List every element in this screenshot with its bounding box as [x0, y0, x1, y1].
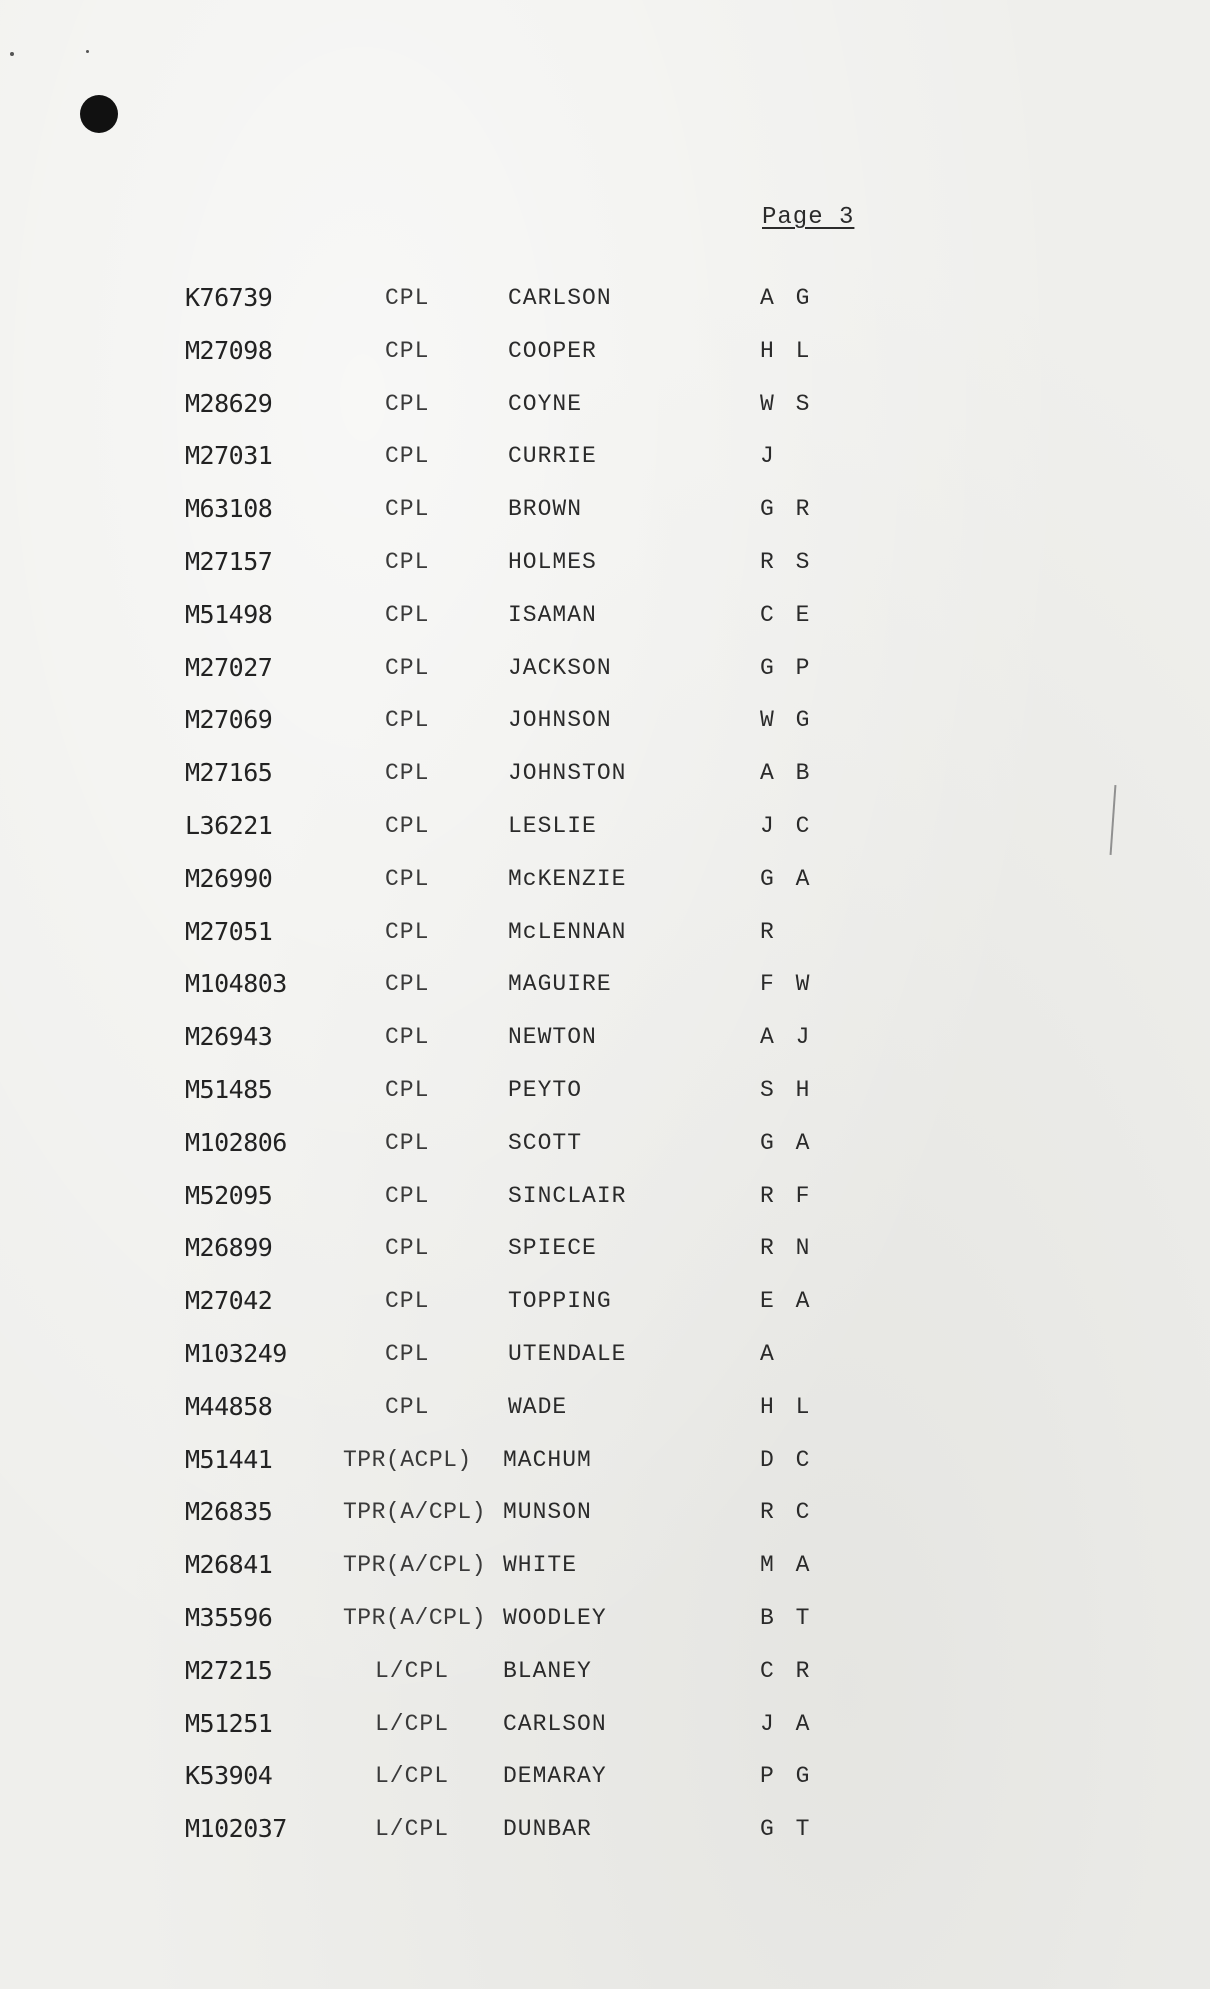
- roster-row: [185, 912, 885, 965]
- surname: JOHNSON: [508, 707, 612, 734]
- initials: W G: [760, 707, 814, 734]
- rank: CPL: [385, 1182, 430, 1209]
- rank: CPL: [385, 1288, 430, 1315]
- initials: G P: [760, 654, 814, 681]
- rank: CPL: [385, 390, 430, 417]
- surname: DUNBAR: [503, 1816, 592, 1843]
- service-number: M27157: [185, 546, 273, 576]
- surname: LESLIE: [508, 812, 597, 839]
- roster-row: [185, 1809, 885, 1862]
- surname: BROWN: [508, 496, 583, 523]
- roster-row: [185, 648, 885, 701]
- surname: UTENDALE: [508, 1340, 627, 1367]
- surname: McKENZIE: [508, 865, 627, 892]
- service-number: M51498: [185, 599, 273, 629]
- initials: G T: [760, 1816, 814, 1843]
- service-number: M104803: [185, 969, 287, 999]
- surname: CURRIE: [508, 443, 597, 470]
- roster-row: [185, 331, 885, 384]
- roster-row: [185, 1334, 885, 1387]
- service-number: M26943: [185, 1022, 273, 1052]
- rank: L/CPL: [375, 1816, 450, 1843]
- initials: R S: [760, 548, 814, 575]
- rank: CPL: [385, 654, 430, 681]
- rank: L/CPL: [375, 1710, 450, 1737]
- rank: CPL: [385, 443, 430, 470]
- initials: R N: [760, 1235, 814, 1262]
- rank: CPL: [385, 971, 430, 998]
- service-number: M27098: [185, 335, 273, 365]
- rank: CPL: [385, 707, 430, 734]
- roster-row: [185, 1387, 885, 1440]
- initials: E A: [760, 1288, 814, 1315]
- surname: SCOTT: [508, 1129, 583, 1156]
- rank: CPL: [385, 548, 430, 575]
- initials: C R: [760, 1657, 814, 1684]
- service-number: M27051: [185, 916, 273, 946]
- service-number: M27031: [185, 441, 273, 471]
- rank: CPL: [385, 285, 430, 311]
- initials: C E: [760, 601, 814, 628]
- roster-row: [185, 1228, 885, 1281]
- surname: DEMARAY: [503, 1763, 607, 1790]
- service-number: M102037: [185, 1814, 287, 1844]
- service-number: M27069: [185, 705, 273, 735]
- service-number: M26841: [185, 1550, 273, 1580]
- personnel-roster: [185, 278, 885, 1862]
- service-number: M51485: [185, 1074, 273, 1104]
- initials: R: [760, 918, 778, 945]
- service-number: M26835: [185, 1497, 273, 1527]
- initials: H L: [760, 337, 814, 364]
- roster-row: [185, 1070, 885, 1123]
- roster-row: [185, 1440, 885, 1493]
- roster-row: [185, 1704, 885, 1757]
- surname: PEYTO: [508, 1076, 583, 1103]
- rank: CPL: [385, 1393, 430, 1420]
- service-number: M27027: [185, 652, 273, 682]
- rank: CPL: [385, 760, 430, 787]
- roster-row: [185, 436, 885, 489]
- initials: J A: [760, 1710, 814, 1737]
- initials: A B: [760, 760, 814, 787]
- surname: HOLMES: [508, 548, 597, 575]
- rank: CPL: [385, 1129, 430, 1156]
- surname: TOPPING: [508, 1288, 612, 1315]
- service-number: M35596: [185, 1602, 273, 1632]
- service-number: M26899: [185, 1233, 273, 1263]
- initials: F W: [760, 971, 814, 998]
- rank: CPL: [385, 918, 430, 945]
- rank: TPR(A/CPL): [343, 1499, 487, 1526]
- service-number: M51251: [185, 1708, 273, 1738]
- service-number: K76739: [185, 283, 273, 312]
- rank: TPR(A/CPL): [343, 1552, 487, 1579]
- service-number: K53904: [185, 1761, 273, 1791]
- surname: COOPER: [508, 337, 597, 364]
- roster-row: [185, 1756, 885, 1809]
- roster-row: [185, 700, 885, 753]
- initials: G A: [760, 865, 814, 892]
- service-number: M27165: [185, 758, 273, 788]
- surname: CARLSON: [503, 1710, 607, 1737]
- service-number: M28629: [185, 388, 273, 418]
- surname: MAGUIRE: [508, 971, 612, 998]
- initials: M A: [760, 1552, 814, 1579]
- pencil-margin-mark: [1110, 785, 1117, 855]
- roster-row: [185, 595, 885, 648]
- paper-speck: [10, 52, 14, 56]
- service-number: M44858: [185, 1391, 273, 1421]
- roster-row: [185, 489, 885, 542]
- service-number: M51441: [185, 1444, 273, 1474]
- rank: CPL: [385, 865, 430, 892]
- surname: CARLSON: [508, 285, 612, 311]
- roster-row: [185, 1492, 885, 1545]
- initials: R C: [760, 1499, 814, 1526]
- surname: McLENNAN: [508, 918, 627, 945]
- initials: J C: [760, 812, 814, 839]
- surname: COYNE: [508, 390, 583, 417]
- service-number: M63108: [185, 494, 273, 524]
- roster-row: [185, 964, 885, 1017]
- initials: A G: [760, 285, 814, 311]
- rank: L/CPL: [375, 1763, 450, 1790]
- surname: WHITE: [503, 1552, 578, 1579]
- rank: CPL: [385, 1340, 430, 1367]
- surname: WOODLEY: [503, 1604, 607, 1631]
- service-number: M27215: [185, 1655, 273, 1685]
- service-number: L36221: [185, 810, 273, 840]
- initials: P G: [760, 1763, 814, 1790]
- roster-row: [185, 278, 885, 331]
- page-number: Page 3: [762, 204, 855, 231]
- service-number: M26990: [185, 863, 273, 893]
- service-number: M103249: [185, 1338, 287, 1368]
- punch-hole: [80, 95, 118, 133]
- rank: TPR(A/CPL): [343, 1604, 487, 1631]
- initials: S H: [760, 1076, 814, 1103]
- roster-row: [185, 1651, 885, 1704]
- surname: ISAMAN: [508, 601, 597, 628]
- rank: L/CPL: [375, 1657, 450, 1684]
- service-number: M27042: [185, 1286, 273, 1316]
- roster-row: [185, 384, 885, 437]
- initials: D C: [760, 1446, 814, 1473]
- initials: G A: [760, 1129, 814, 1156]
- roster-row: [185, 1598, 885, 1651]
- roster-row: [185, 1281, 885, 1334]
- service-number: M52095: [185, 1180, 273, 1210]
- roster-row: [185, 1545, 885, 1598]
- rank: CPL: [385, 496, 430, 523]
- initials: A J: [760, 1024, 814, 1051]
- rank: CPL: [385, 1076, 430, 1103]
- initials: J: [760, 443, 778, 470]
- roster-row: [185, 542, 885, 595]
- surname: JACKSON: [508, 654, 612, 681]
- initials: H L: [760, 1393, 814, 1420]
- surname: JOHNSTON: [508, 760, 627, 787]
- initials: R F: [760, 1182, 814, 1209]
- surname: MUNSON: [503, 1499, 592, 1526]
- rank: CPL: [385, 1235, 430, 1262]
- surname: NEWTON: [508, 1024, 597, 1051]
- rank: CPL: [385, 812, 430, 839]
- surname: SPIECE: [508, 1235, 597, 1262]
- rank: TPR(ACPL): [343, 1446, 472, 1473]
- service-number: M102806: [185, 1127, 287, 1157]
- surname: WADE: [508, 1393, 568, 1420]
- paper-speck: [86, 50, 89, 53]
- initials: B T: [760, 1604, 814, 1631]
- roster-row: [185, 859, 885, 912]
- roster-row: [185, 1123, 885, 1176]
- initials: A: [760, 1340, 778, 1367]
- initials: W S: [760, 390, 814, 417]
- surname: MACHUM: [503, 1446, 592, 1473]
- rank: CPL: [385, 1024, 430, 1051]
- roster-row: [185, 753, 885, 806]
- surname: SINCLAIR: [508, 1182, 627, 1209]
- roster-row: [185, 806, 885, 859]
- initials: G R: [760, 496, 814, 523]
- surname: BLANEY: [503, 1657, 592, 1684]
- rank: CPL: [385, 337, 430, 364]
- roster-row: [185, 1176, 885, 1229]
- roster-row: [185, 1017, 885, 1070]
- rank: CPL: [385, 601, 430, 628]
